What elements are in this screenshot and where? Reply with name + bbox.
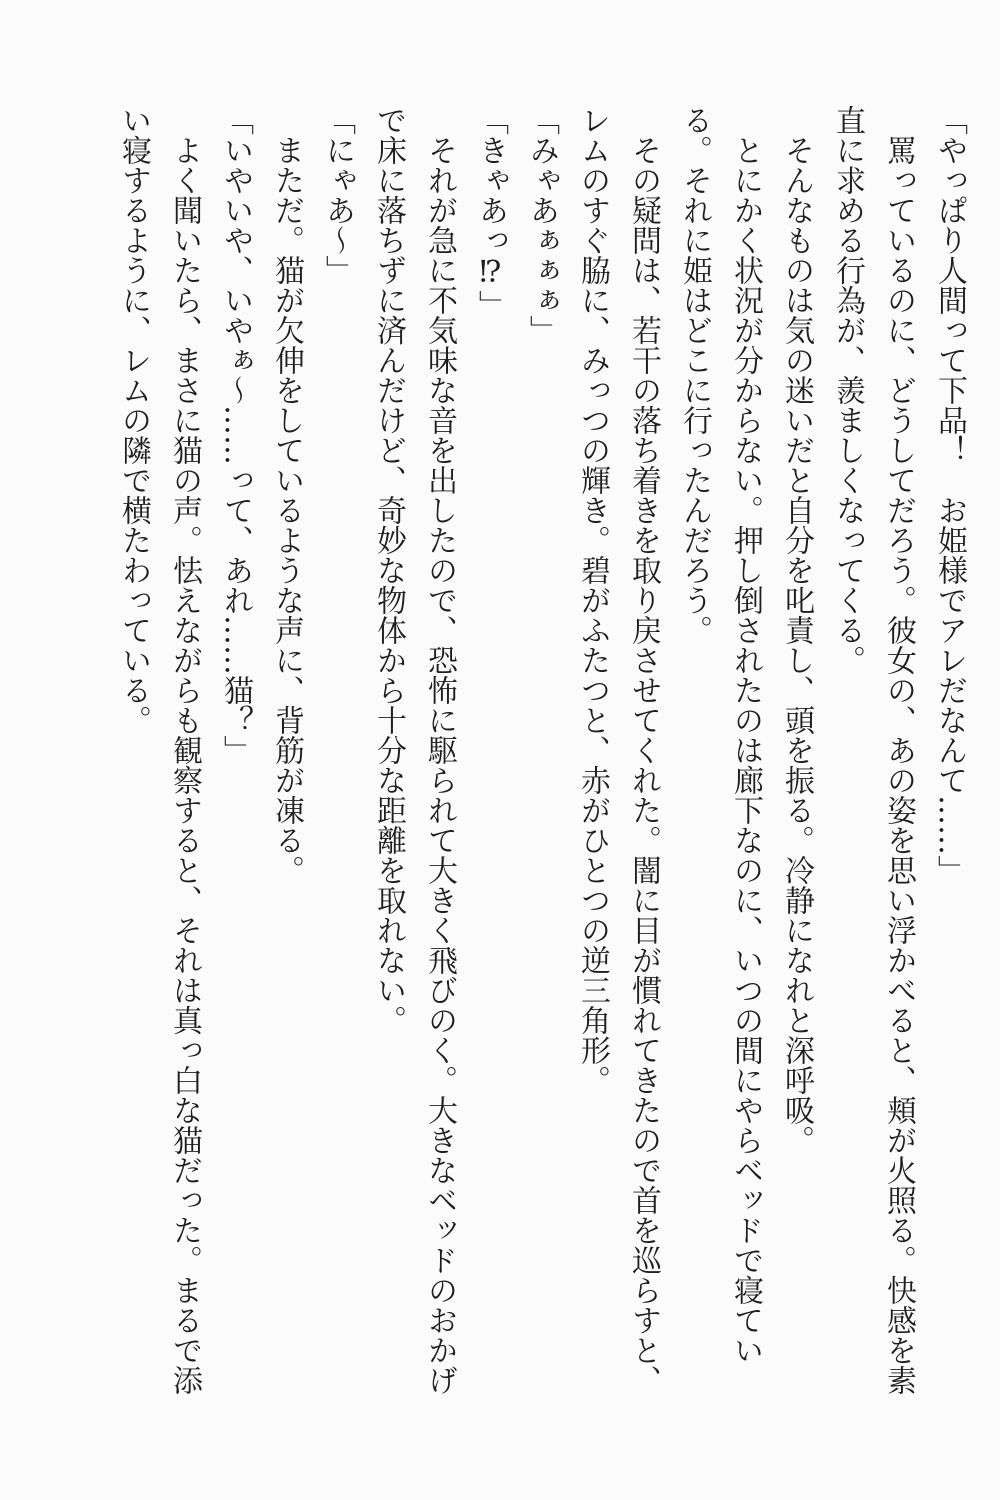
narration-paragraph: それが急に不気味な音を出したので、恐怖に駆られて大きく飛びのく。大きなベッドのおかげで床に落ちずに済んだけど、奇妙な物体から十分な距離を取れない。 xyxy=(371,105,457,1395)
narration-paragraph: とにかく状況が分からない。押し倒されたのは廊下なのに、いつの間にやらベッドで寝ている。それに姫はどこに行ったんだろう。 xyxy=(677,105,763,1365)
dialogue-line: 「いやいや、いやぁ〜……って、あれ……猫？」 xyxy=(218,105,253,765)
narration-paragraph: そんなものは気の迷いだと自分を叱責し、頭を振る。冷静になれと深呼吸。 xyxy=(779,105,814,1155)
narration-paragraph: その疑問は、若干の落ち着きを取り戻させてくれた。闇に目が慣れてきたので首を巡らすと、レムのすぐ脇に、みっつの輝き。碧がふたつと、赤がひとつの逆三角形。 xyxy=(575,105,661,1395)
dialogue-line: 「やっぱり人間って下品！ お姫様でアレだなんて……」 xyxy=(932,105,967,885)
narration-paragraph: よく聞いたら、まさに猫の声。怯えながらも観察すると、それは真っ白な猫だった。まるで添い寝するように、レムの隣で横たわっている。 xyxy=(116,105,202,1395)
dialogue-line: 「きゃあっ⁉」 xyxy=(473,105,508,320)
narration-paragraph: まただ。猫が欠伸をしているような声に、背筋が凍る。 xyxy=(269,105,304,885)
dialogue-line: 「みゃあぁぁぁ」 xyxy=(524,105,559,345)
novel-text-block xyxy=(108,105,975,1395)
narration-paragraph: 罵っているのに、どうしてだろう。彼女の、あの姿を思い浮かべると、頬が火照る。快感を素直に求める行為が、羨ましくなってくる。 xyxy=(830,105,916,1395)
dialogue-line: 「にゃあ〜」 xyxy=(320,105,355,285)
